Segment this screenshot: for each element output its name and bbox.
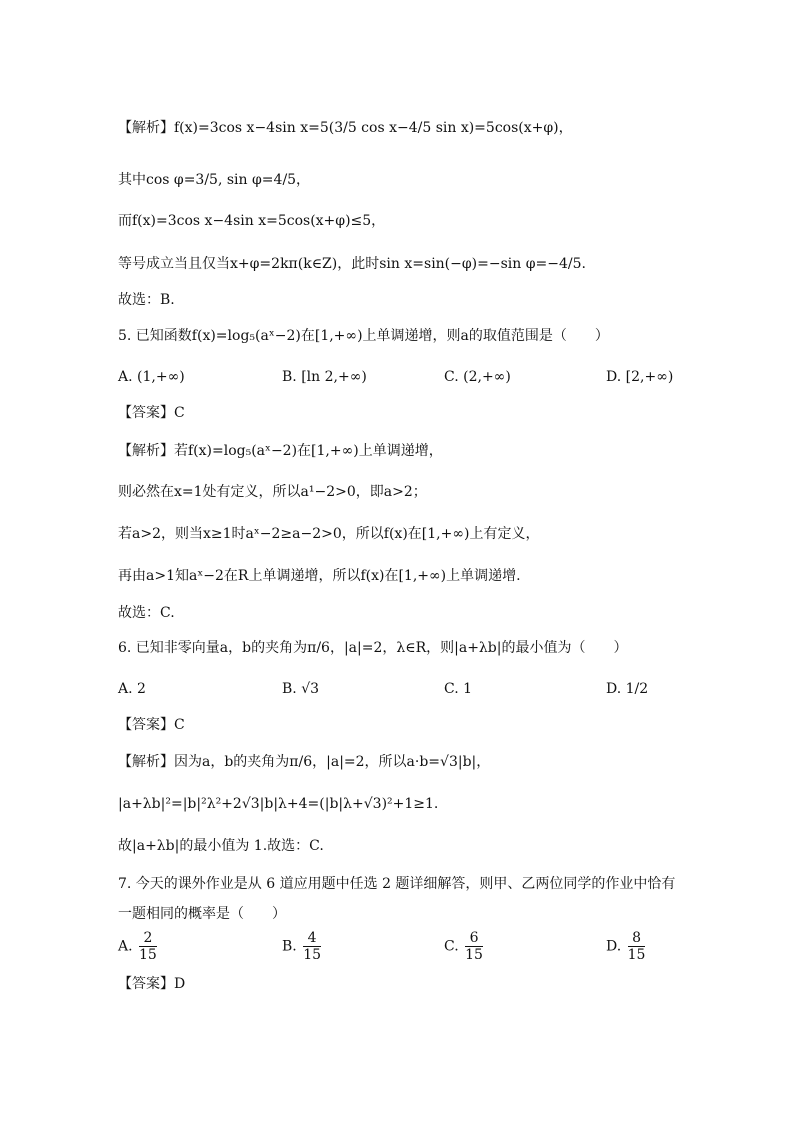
fraction [465,930,483,963]
option-label: A. [118,681,133,697]
denominator: 15 [465,947,483,963]
numerator: 8 [628,930,646,947]
option-label: A. [118,938,133,955]
option-label: B. [282,681,297,697]
q6-answer: 【答案】C [118,717,185,733]
option-label: D. [606,369,622,385]
q6-option-b [282,679,319,699]
fraction [303,930,321,963]
q5-analysis-line-3: 若a>2，则当x≥1时aˣ−2≥a−2>0，所以f(x)在[1,+∞)上有定义， [118,526,540,542]
numerator: 2 [139,930,157,947]
option-text: 2 [137,681,146,697]
q7-question-line-2: 一题相同的概率是（ ） [118,906,286,922]
q6-option-a [118,679,146,699]
numerator: 4 [303,930,321,947]
q4-analysis-line-4: 等号成立当且仅当x+φ=2kπ(k∈Z)，此时sin x=sin(−φ)=−sin φ=−4/5. [118,256,586,272]
option-text: 1/2 [625,681,649,697]
q5-option-b [282,367,367,387]
q4-analysis-line-1: 【解析】f(x)=3cos x−4sin x=5(3/5 cos x−4/5 sin x)=5cos(x+φ)， [118,120,573,136]
q5-analysis-line-1: 【解析】若f(x)=log₅(aˣ−2)在[1,+∞)上单调递增， [118,443,443,459]
fraction [628,930,646,963]
denominator: 15 [139,947,157,963]
denominator: 15 [627,947,646,963]
q4-conclusion: 故选：B. [118,292,175,308]
q7-option-a [118,930,159,963]
q7-option-c [444,930,485,963]
q5-option-c [444,367,511,387]
q6-option-d [606,679,648,699]
q7-answer: 【答案】D [118,976,186,992]
option-label: B. [282,369,297,385]
option-label: C. [444,681,459,697]
q7-option-b [282,930,323,963]
q5-answer: 【答案】C [118,405,185,421]
option-label: A. [118,369,133,385]
q7-question-line-1: 7. 今天的课外作业是从 6 道应用题中任选 2 题详细解答，则甲、乙两位同学的作业中恰有 [118,876,676,892]
q5-conclusion: 故选：C. [118,605,175,621]
option-text: [2,+∞) [625,369,674,385]
q5-analysis-line-4: 再由a>1知aˣ−2在R上单调递增，所以f(x)在[1,+∞)上单调递增. [118,568,521,584]
option-label: D. [606,681,622,697]
q6-analysis-line-3: 故|a+λb|的最小值为 1.故选：C. [118,838,324,854]
q7-option-d [606,930,647,963]
q5-option-d [606,367,673,387]
q6-analysis-line-2: |a+λb|²=|b|²λ²+2√3|b|λ+4=(|b|λ+√3)²+1≥1. [118,796,439,812]
q6-option-c [444,679,472,699]
q5-analysis-line-2: 则必然在x=1处有定义，所以a¹−2>0，即a>2； [118,484,427,500]
fraction [139,930,157,963]
q5-option-a [118,367,185,387]
option-text: (1,+∞) [137,369,185,385]
q4-analysis-line-3: 而f(x)=3cos x−4sin x=5cos(x+φ)≤5， [118,213,386,229]
option-label: C. [444,369,459,385]
option-text: (2,+∞) [463,369,511,385]
denominator: 15 [303,947,322,963]
q6-question: 6. 已知非零向量a，b的夹角为π/6，|a|=2，λ∈R，则|a+λb|的最小值为（ ） [118,640,628,656]
q5-question: 5. 已知函数f(x)=log₅(aˣ−2)在[1,+∞)上单调递增，则a的取值范围是（ ） [118,328,609,344]
option-text: [ln 2,+∞) [301,369,367,385]
numerator: 6 [465,930,483,947]
option-text: 1 [463,681,473,697]
q6-analysis-line-1: 【解析】因为a，b的夹角为π/6，|a|=2，所以a·b=√3|b|， [118,754,491,770]
option-text: √3 [301,681,320,697]
option-label: D. [606,938,622,955]
q4-analysis-line-2: 其中cos φ=3/5, sin φ=4/5， [118,172,311,188]
option-label: C. [444,938,459,955]
option-label: B. [282,938,297,955]
